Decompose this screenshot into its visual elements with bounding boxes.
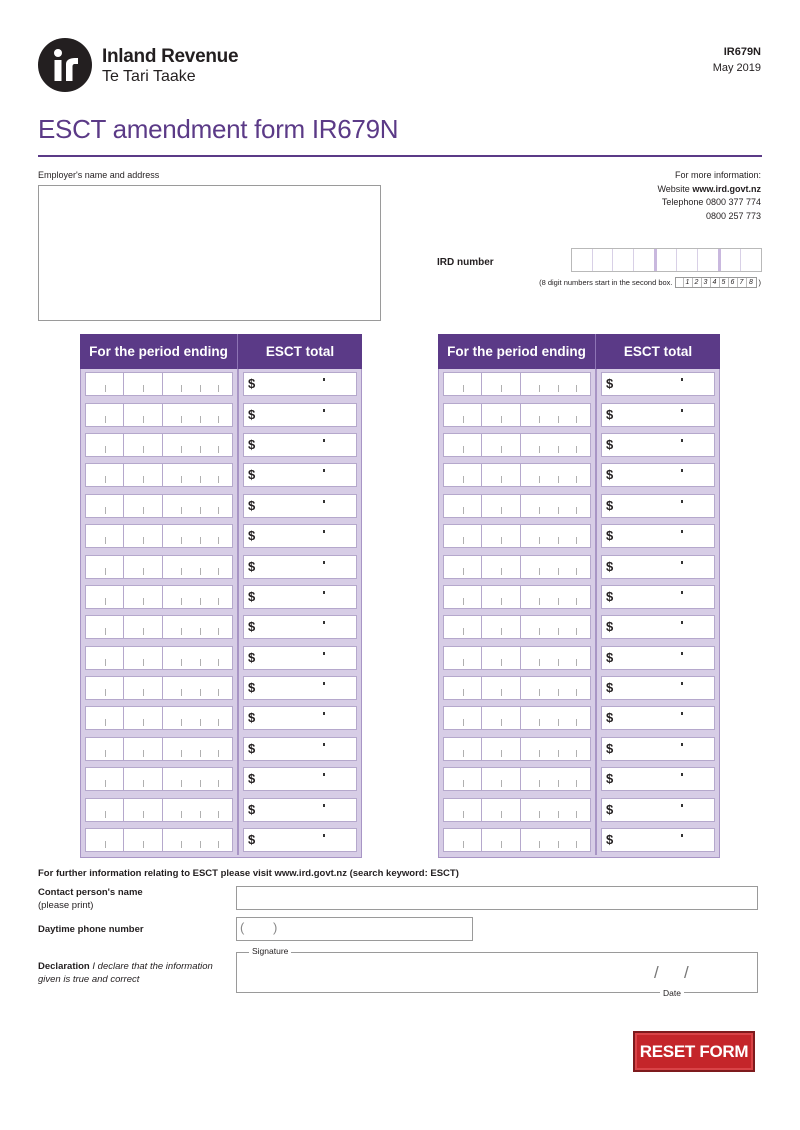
- decimal-point: [323, 743, 325, 746]
- dollar-sign: $: [248, 376, 256, 392]
- dollar-sign: $: [248, 436, 256, 452]
- table-row: [439, 612, 719, 642]
- decimal-point: [681, 378, 683, 381]
- ird-digit-box[interactable]: [634, 249, 657, 271]
- period-ending-input[interactable]: [85, 798, 233, 822]
- ird-number-label: IRD number: [437, 257, 494, 268]
- table-row: [439, 460, 719, 490]
- esct-total-input[interactable]: [243, 433, 357, 457]
- period-ending-input[interactable]: [443, 403, 591, 427]
- signature-label: Signature: [249, 946, 291, 956]
- table-row: [439, 399, 719, 429]
- dollar-sign: $: [248, 467, 256, 483]
- period-ending-input[interactable]: [443, 433, 591, 457]
- period-ending-input[interactable]: [85, 615, 233, 639]
- period-ending-input[interactable]: [85, 524, 233, 548]
- decimal-point: [323, 682, 325, 685]
- dollar-sign: $: [248, 528, 256, 544]
- period-ending-input[interactable]: [85, 403, 233, 427]
- brand-subtitle: Te Tari Taake: [102, 68, 196, 85]
- table-row: [439, 703, 719, 733]
- dollar-sign: $: [606, 406, 614, 422]
- dollar-sign: $: [606, 619, 614, 635]
- decimal-point: [323, 621, 325, 624]
- esct-total-input[interactable]: [243, 798, 357, 822]
- esct-total-input[interactable]: [243, 737, 357, 761]
- telephone-number-2: 0800 257 773: [705, 210, 761, 221]
- table-row: [81, 399, 361, 429]
- decimal-point: [323, 773, 325, 776]
- dollar-sign: $: [248, 497, 256, 513]
- esct-total-input[interactable]: [601, 706, 715, 730]
- dollar-sign: $: [606, 528, 614, 544]
- phone-label: Daytime phone number: [38, 924, 144, 935]
- period-ending-header: For the period ending: [438, 334, 596, 369]
- table-row: [81, 825, 361, 855]
- decimal-point: [323, 439, 325, 442]
- form-date: May 2019: [712, 62, 761, 74]
- contact-name-label: Contact person's name: [38, 887, 143, 898]
- ird-digit-box[interactable]: [593, 249, 614, 271]
- table-row: [81, 673, 361, 703]
- period-ending-input[interactable]: [443, 463, 591, 487]
- esct-total-input[interactable]: [601, 737, 715, 761]
- info-heading: For more information:: [674, 170, 761, 180]
- period-ending-input[interactable]: [443, 615, 591, 639]
- dollar-sign: $: [248, 771, 256, 787]
- decimal-point: [323, 561, 325, 564]
- esct-total-input[interactable]: [601, 585, 715, 609]
- table-row: [439, 491, 719, 521]
- esct-total-input[interactable]: [601, 433, 715, 457]
- table-row: [81, 369, 361, 399]
- table-row: [439, 369, 719, 399]
- period-ending-input[interactable]: [443, 737, 591, 761]
- dollar-sign: $: [606, 497, 614, 513]
- esct-total-input[interactable]: [243, 706, 357, 730]
- further-info-text: For further information relating to ESCT please visit www.ird.govt.nz (search keyword: ESCT): [38, 868, 459, 879]
- website-link[interactable]: www.ird.govt.nz: [692, 183, 761, 194]
- decimal-point: [323, 591, 325, 594]
- decimal-point: [323, 834, 325, 837]
- employer-label: Employer's name and address: [38, 170, 160, 180]
- dollar-sign: $: [248, 558, 256, 574]
- dollar-sign: $: [248, 740, 256, 756]
- table-row: [81, 764, 361, 794]
- dollar-sign: $: [248, 406, 256, 422]
- ird-hint-example: 1 2 3 4 5 6 7 8: [675, 277, 757, 288]
- contact-name-input[interactable]: [236, 886, 758, 910]
- ird-logo: [38, 38, 92, 92]
- date-label: Date: [660, 988, 684, 998]
- period-ending-input[interactable]: [85, 463, 233, 487]
- table-row: [81, 582, 361, 612]
- esct-total-input[interactable]: [601, 555, 715, 579]
- period-ending-input[interactable]: [443, 524, 591, 548]
- decimal-point: [681, 712, 683, 715]
- esct-total-input[interactable]: [601, 524, 715, 548]
- period-ending-header: For the period ending: [80, 334, 238, 369]
- period-ending-input[interactable]: [85, 433, 233, 457]
- table-row: [439, 551, 719, 581]
- dollar-sign: $: [606, 436, 614, 452]
- esct-total-input[interactable]: [601, 615, 715, 639]
- period-ending-input[interactable]: [443, 676, 591, 700]
- decimal-point: [681, 804, 683, 807]
- decimal-point: [323, 500, 325, 503]
- table-row: [81, 491, 361, 521]
- contact-info: [657, 169, 761, 223]
- esct-total-input[interactable]: [243, 646, 357, 670]
- period-ending-input[interactable]: [85, 585, 233, 609]
- period-ending-input[interactable]: [443, 706, 591, 730]
- period-ending-input[interactable]: [443, 372, 591, 396]
- telephone-number-1: 0800 377 774: [705, 197, 761, 207]
- dollar-sign: $: [606, 588, 614, 604]
- decimal-point: [323, 804, 325, 807]
- reset-form-button[interactable]: RESET FORM: [633, 1031, 755, 1072]
- period-ending-input[interactable]: [85, 555, 233, 579]
- decimal-point: [681, 561, 683, 564]
- decimal-point: [681, 652, 683, 655]
- table-body: [438, 369, 720, 858]
- dollar-sign: $: [606, 649, 614, 665]
- decimal-point: [681, 743, 683, 746]
- table-row: [439, 430, 719, 460]
- date-separator: /: [654, 963, 659, 982]
- signature-field[interactable]: [236, 946, 758, 998]
- table-header: [438, 334, 720, 369]
- esct-total-input[interactable]: [601, 463, 715, 487]
- dollar-sign: $: [248, 649, 256, 665]
- dollar-sign: $: [606, 467, 614, 483]
- ird-digit-box[interactable]: [613, 249, 634, 271]
- ird-digit-box[interactable]: [572, 249, 593, 271]
- table-row: [439, 673, 719, 703]
- dollar-sign: $: [606, 558, 614, 574]
- brand-name: Inland Revenue: [102, 46, 239, 67]
- esct-total-input[interactable]: [243, 372, 357, 396]
- esct-total-input[interactable]: [601, 767, 715, 791]
- esct-total-input[interactable]: [243, 767, 357, 791]
- period-ending-input[interactable]: [85, 737, 233, 761]
- table-row: [81, 612, 361, 642]
- table-row: [439, 643, 719, 673]
- ird-digit-box[interactable]: [721, 249, 742, 271]
- table-row: [439, 582, 719, 612]
- table-row: [81, 643, 361, 673]
- table-row: [439, 734, 719, 764]
- form-code: IR679N: [723, 46, 761, 58]
- table-row: [81, 551, 361, 581]
- contact-name-sublabel: (please print): [38, 900, 94, 911]
- period-ending-input[interactable]: [85, 828, 233, 852]
- period-ending-input[interactable]: [85, 372, 233, 396]
- ird-digit-box[interactable]: [741, 249, 761, 271]
- area-code-open: (: [240, 920, 245, 935]
- esct-total-input[interactable]: [243, 585, 357, 609]
- period-ending-input[interactable]: [443, 494, 591, 518]
- decimal-point: [323, 712, 325, 715]
- table-row: [81, 430, 361, 460]
- telephone-label: Telephone: [661, 197, 704, 207]
- decimal-point: [681, 591, 683, 594]
- esct-total-input[interactable]: [601, 372, 715, 396]
- decimal-point: [681, 439, 683, 442]
- esct-total-input[interactable]: [243, 555, 357, 579]
- ird-number-input[interactable]: [571, 248, 762, 272]
- esct-total-input[interactable]: [601, 646, 715, 670]
- decimal-point: [323, 652, 325, 655]
- dollar-sign: $: [248, 832, 256, 848]
- period-ending-input[interactable]: [443, 555, 591, 579]
- declaration-text: [38, 961, 228, 986]
- esct-total-input[interactable]: [243, 524, 357, 548]
- period-ending-input[interactable]: [85, 676, 233, 700]
- esct-total-input[interactable]: [243, 494, 357, 518]
- period-ending-input[interactable]: [85, 646, 233, 670]
- esct-total-input[interactable]: [601, 494, 715, 518]
- declaration-heading: Declaration: [38, 961, 90, 972]
- table-row: [81, 703, 361, 733]
- period-ending-input[interactable]: [443, 798, 591, 822]
- dollar-sign: $: [248, 710, 256, 726]
- page-title: ESCT amendment form IR679N: [38, 114, 399, 144]
- esct-total-input[interactable]: [243, 828, 357, 852]
- title-divider: [38, 155, 762, 157]
- decimal-point: [323, 378, 325, 381]
- period-ending-input[interactable]: [85, 706, 233, 730]
- decimal-point: [681, 409, 683, 412]
- table-row: [81, 521, 361, 551]
- decimal-point: [681, 773, 683, 776]
- period-ending-input[interactable]: [443, 767, 591, 791]
- table-row: [439, 825, 719, 855]
- table-body: [80, 369, 362, 858]
- period-ending-input[interactable]: [85, 767, 233, 791]
- dollar-sign: $: [248, 619, 256, 635]
- dollar-sign: $: [248, 680, 256, 696]
- dollar-sign: $: [606, 710, 614, 726]
- dollar-sign: $: [606, 740, 614, 756]
- dollar-sign: $: [248, 801, 256, 817]
- website-label: Website: [657, 183, 690, 194]
- decimal-point: [681, 500, 683, 503]
- ird-digit-box[interactable]: [657, 249, 678, 271]
- decimal-point: [681, 682, 683, 685]
- decimal-point: [323, 469, 325, 472]
- declaration-statement: I declare that the information given is true and correct: [38, 961, 213, 985]
- esct-total-header: ESCT total: [623, 344, 693, 359]
- table-row: [439, 794, 719, 824]
- decimal-point: [681, 834, 683, 837]
- table-row: [439, 521, 719, 551]
- period-ending-input[interactable]: [443, 828, 591, 852]
- esct-table-right: [438, 334, 720, 858]
- table-row: [439, 764, 719, 794]
- esct-total-input[interactable]: [601, 798, 715, 822]
- ird-digit-box[interactable]: [677, 249, 698, 271]
- esct-total-input[interactable]: [243, 463, 357, 487]
- employer-address-field[interactable]: [38, 185, 381, 321]
- table-row: [81, 460, 361, 490]
- area-code-close: ): [273, 920, 278, 935]
- esct-total-input[interactable]: [601, 403, 715, 427]
- dollar-sign: $: [606, 771, 614, 787]
- esct-total-input[interactable]: [243, 676, 357, 700]
- esct-table-left: [80, 334, 362, 858]
- decimal-point: [323, 530, 325, 533]
- dollar-sign: $: [606, 832, 614, 848]
- decimal-point: [681, 530, 683, 533]
- decimal-point: [323, 409, 325, 412]
- table-row: [81, 734, 361, 764]
- esct-total-input[interactable]: [601, 828, 715, 852]
- ird-hint: (8 digit numbers start in the second box. 1 2 3 4 5 6 7 8 ): [539, 278, 761, 287]
- ird-hint-text: (8 digit numbers start in the second box.: [539, 278, 673, 287]
- date-separator: /: [684, 963, 689, 982]
- period-ending-input[interactable]: [443, 646, 591, 670]
- esct-total-header: ESCT total: [265, 344, 335, 359]
- esct-total-input[interactable]: [601, 676, 715, 700]
- esct-total-input[interactable]: [243, 615, 357, 639]
- decimal-point: [681, 469, 683, 472]
- period-ending-input[interactable]: [85, 494, 233, 518]
- dollar-sign: $: [606, 376, 614, 392]
- ird-digit-box[interactable]: [698, 249, 721, 271]
- table-header: [80, 334, 362, 369]
- dollar-sign: $: [606, 801, 614, 817]
- dollar-sign: $: [606, 680, 614, 696]
- esct-total-input[interactable]: [243, 403, 357, 427]
- dollar-sign: $: [248, 588, 256, 604]
- decimal-point: [681, 621, 683, 624]
- table-row: [81, 794, 361, 824]
- phone-input[interactable]: [236, 917, 473, 941]
- period-ending-input[interactable]: [443, 585, 591, 609]
